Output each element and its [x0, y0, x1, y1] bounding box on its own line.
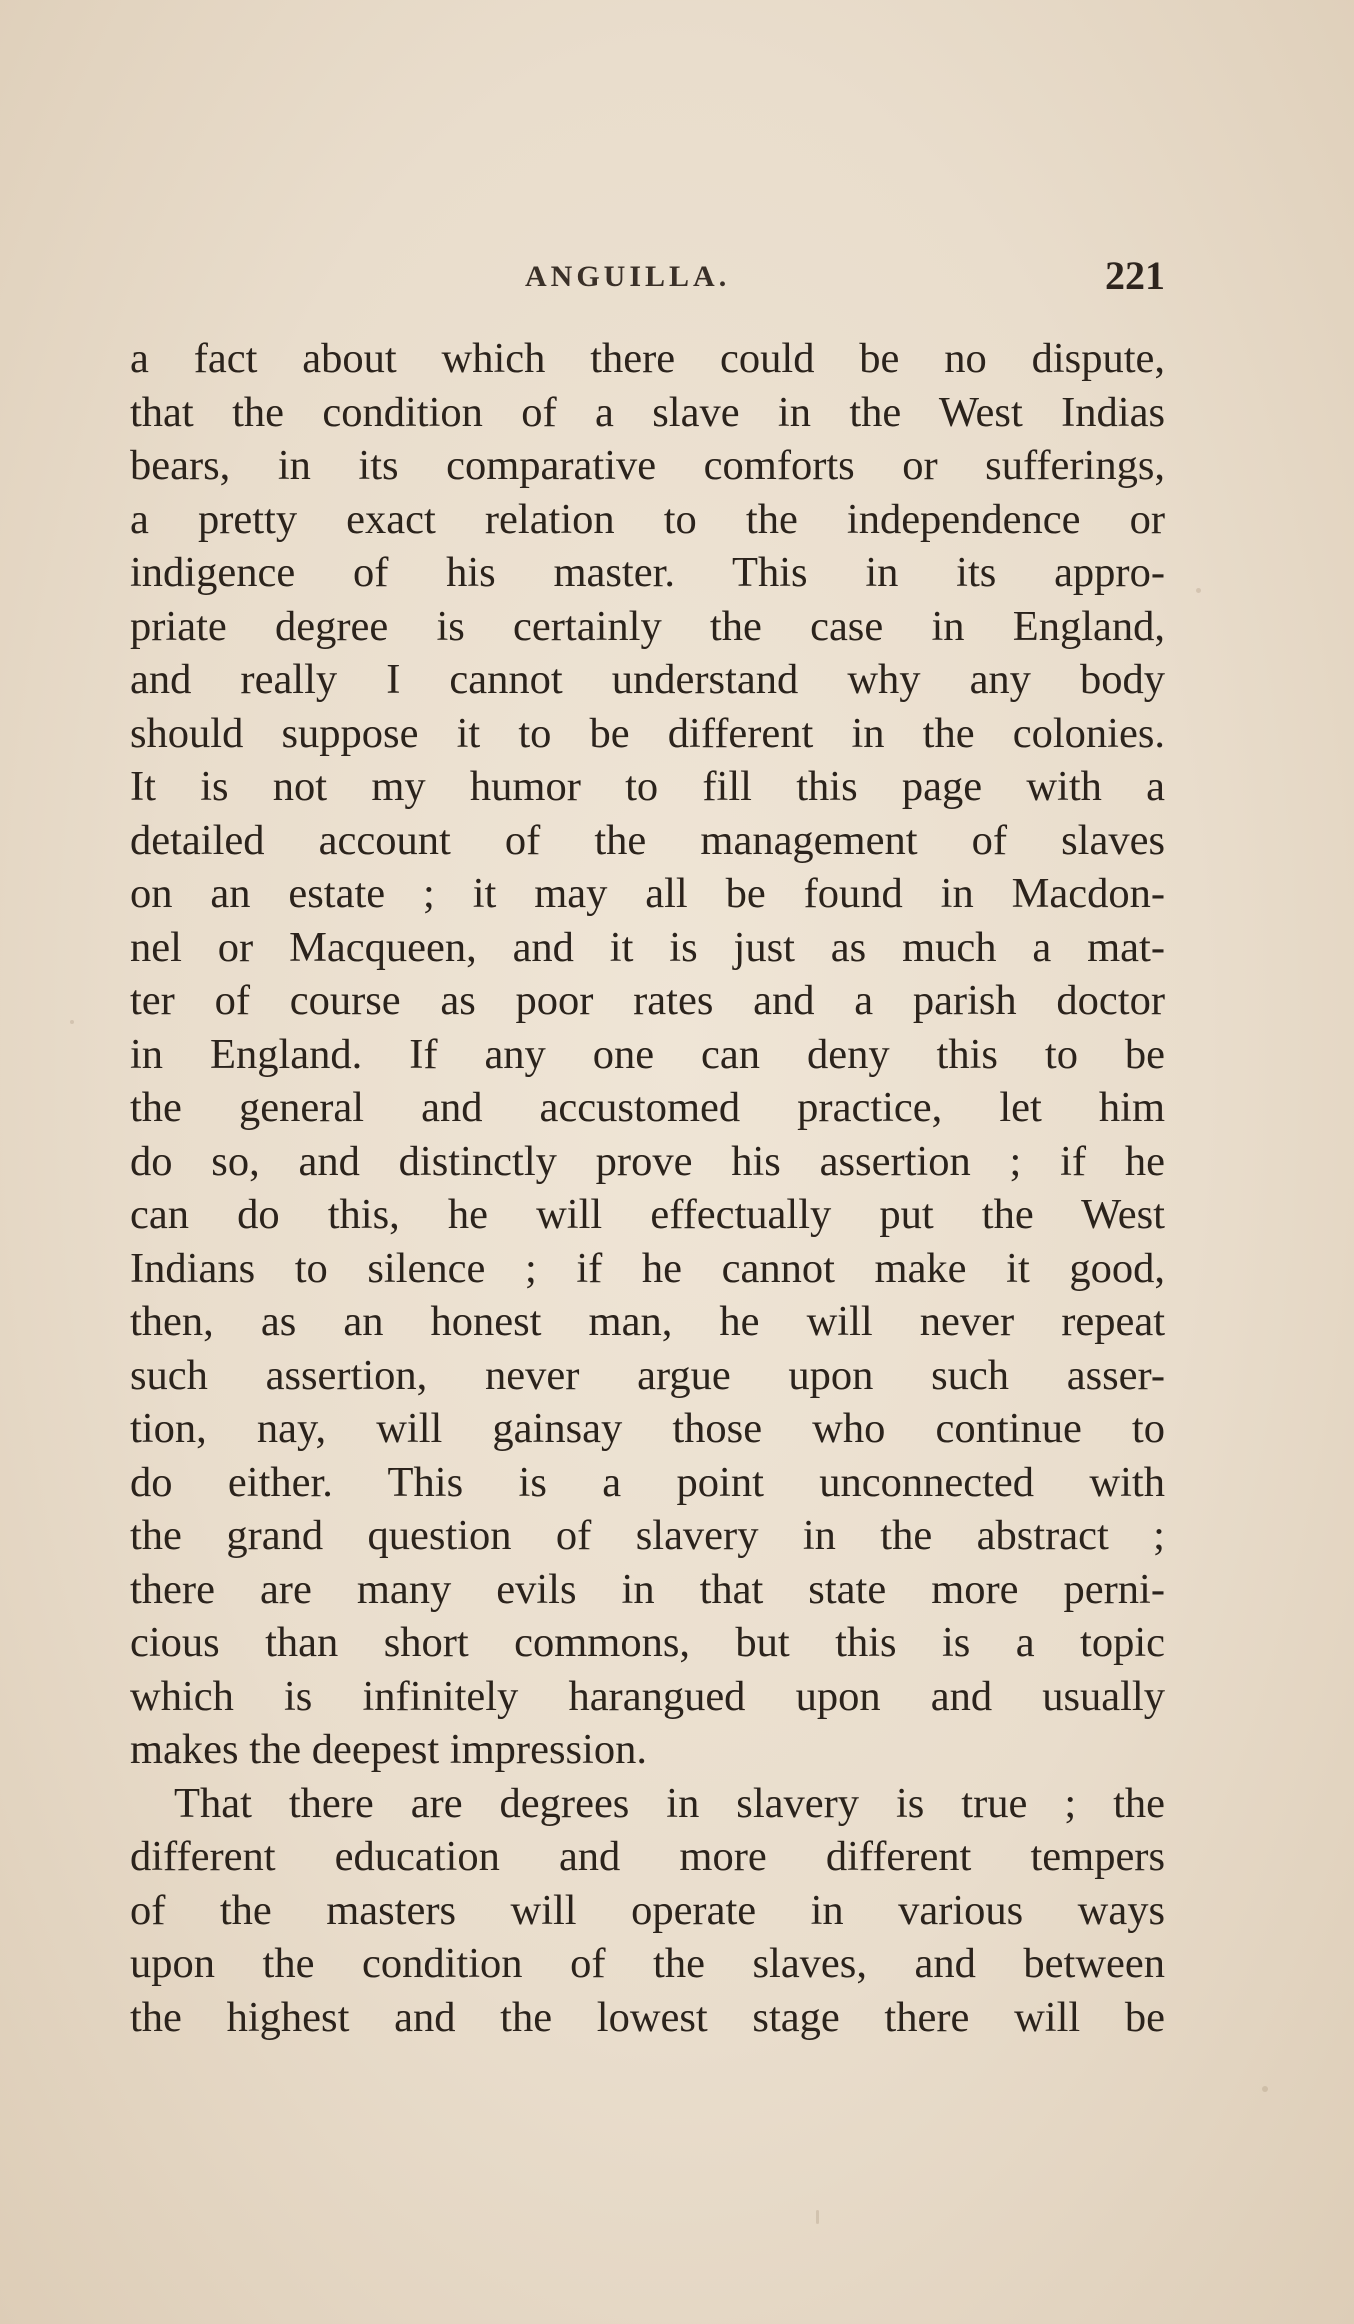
text-line: a pretty exact relation to the independence or	[130, 495, 1165, 543]
text-line: and really I cannot understand why any body	[130, 656, 1165, 703]
text-line: makes the deepest impression.	[130, 1726, 647, 1773]
text-line: bears, in its comparative comforts or sufferings,	[130, 442, 1165, 489]
running-head	[130, 250, 1165, 310]
paper-speck	[1196, 588, 1201, 593]
paragraph	[130, 1777, 1165, 2045]
body-text	[130, 332, 1165, 2044]
paper-speck	[70, 1020, 74, 1024]
text-line: the grand question of slavery in the abstract ;	[130, 1512, 1165, 1559]
text-line: should suppose it to be different in the colonies.	[130, 709, 1165, 757]
text-line: that the condition of a slave in the West Indias	[130, 388, 1165, 436]
text-line: the highest and the lowest stage there will be	[130, 1993, 1165, 2041]
paragraph	[130, 332, 1165, 1777]
paper-speck	[1262, 2086, 1268, 2092]
text-line: Indians to silence ; if he cannot make it good,	[130, 1244, 1165, 1292]
text-line: then, as an honest man, he will never repeat	[130, 1298, 1165, 1345]
text-line: cious than short commons, but this is a topic	[130, 1619, 1165, 1666]
paper-speck	[816, 2210, 819, 2224]
text-line: That there are degrees in slavery is true ; the	[174, 1779, 1165, 1827]
text-line: on an estate ; it may all be found in Macdon-	[130, 870, 1165, 917]
text-line: which is infinitely harangued upon and usually	[130, 1672, 1165, 1720]
text-line: upon the condition of the slaves, and between	[130, 1940, 1165, 1987]
text-line: indigence of his master. This in its appro-	[130, 549, 1165, 596]
text-line: in England. If any one can deny this to be	[130, 1030, 1165, 1078]
text-line: a fact about which there could be no dispute,	[130, 335, 1165, 382]
text-line: tion, nay, will gainsay those who continue to	[130, 1405, 1165, 1452]
text-line: the general and accustomed practice, let him	[130, 1084, 1165, 1131]
text-line: detailed account of the management of slaves	[130, 816, 1165, 864]
text-line: of the masters will operate in various ways	[130, 1886, 1165, 1934]
text-line: different education and more different tempers	[130, 1833, 1165, 1880]
text-line: such assertion, never argue upon such asser-	[130, 1351, 1165, 1399]
running-title: ANGUILLA.	[525, 260, 731, 293]
text-line: do so, and distinctly prove his assertion ; if he	[130, 1137, 1165, 1185]
text-line: ter of course as poor rates and a parish doctor	[130, 977, 1165, 1024]
text-line: there are many evils in that state more perni-	[130, 1565, 1165, 1613]
page-number: 221	[1105, 253, 1165, 298]
text-line: nel or Macqueen, and it is just as much a mat-	[130, 923, 1165, 971]
text-line: do either. This is a point unconnected with	[130, 1458, 1165, 1506]
text-line: priate degree is certainly the case in England,	[130, 602, 1165, 650]
text-line: can do this, he will effectually put the West	[130, 1191, 1165, 1238]
text-line: It is not my humor to fill this page with a	[130, 763, 1165, 810]
